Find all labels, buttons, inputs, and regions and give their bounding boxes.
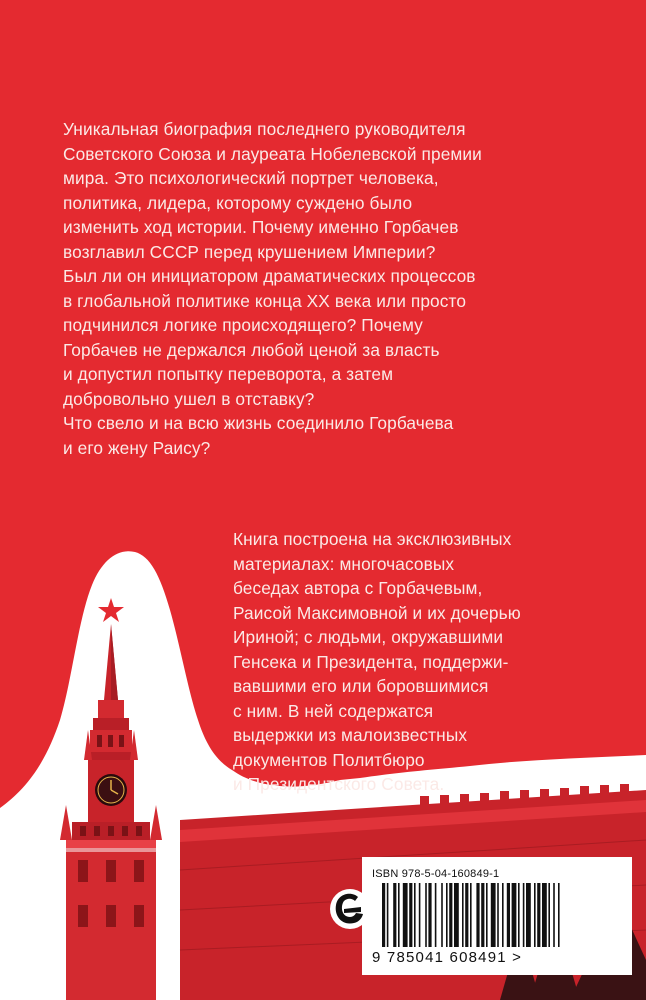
text-line: изменить ход истории. Почему именно Горбачев <box>63 217 459 237</box>
text-line: возглавил СССР перед крушением Империи? <box>63 241 436 262</box>
isbn-label: ISBN 978-5-04-160849-1 <box>372 868 500 880</box>
text-line: добровольно ушел в отставку? <box>63 388 315 409</box>
text-line: документов Политбюро <box>233 749 425 770</box>
text-line: Что свело и на всю жизнь соединило Горбачева <box>63 413 454 433</box>
text-line: Уникальная биография последнего руководителя <box>63 119 466 139</box>
text-line: политика, лидера, которому суждено было <box>63 192 413 213</box>
description-paragraph <box>63 117 482 460</box>
text-line: и Президентского Совета. <box>233 774 445 794</box>
text-line: в глобальной политике конца XX века или просто <box>63 290 467 311</box>
text-line: беседах автора с Горбачевым, <box>233 578 483 598</box>
text-line: Книга построена на эксклюзивных <box>233 529 512 549</box>
text-line: Был ли он инициатором драматических процессов <box>63 266 476 286</box>
text-line: Ириной; с людьми, окружавшими <box>233 627 504 647</box>
text-line: Генсека и Президента, поддержи- <box>233 651 509 672</box>
text-line: и его жену Раису? <box>63 437 211 458</box>
publisher-logo-icon <box>328 880 372 938</box>
text-line: Горбачев не держался любой ценой за власть <box>63 339 440 360</box>
text-line: выдержки из малоизвестных <box>233 725 468 745</box>
text-line: с ним. В ней содержатся <box>233 700 434 721</box>
text-line: Советского Союза и лауреата Нобелевской премии <box>63 143 482 164</box>
text-line: вавшими его или боровшимися <box>233 676 489 696</box>
materials-paragraph <box>233 527 521 797</box>
text-line: Раисой Максимовной и их дочерью <box>233 602 521 623</box>
text-line: мира. Это психологический портрет человека, <box>63 168 439 188</box>
text-line: подчинился логике происходящего? Почему <box>63 315 423 335</box>
text-line: и допустил попытку переворота, а затем <box>63 364 394 384</box>
text-line: материалах: многочасовых <box>233 553 455 574</box>
barcode-icon <box>382 883 624 947</box>
barcode-digits: 9 785041 608491 > <box>372 949 523 966</box>
